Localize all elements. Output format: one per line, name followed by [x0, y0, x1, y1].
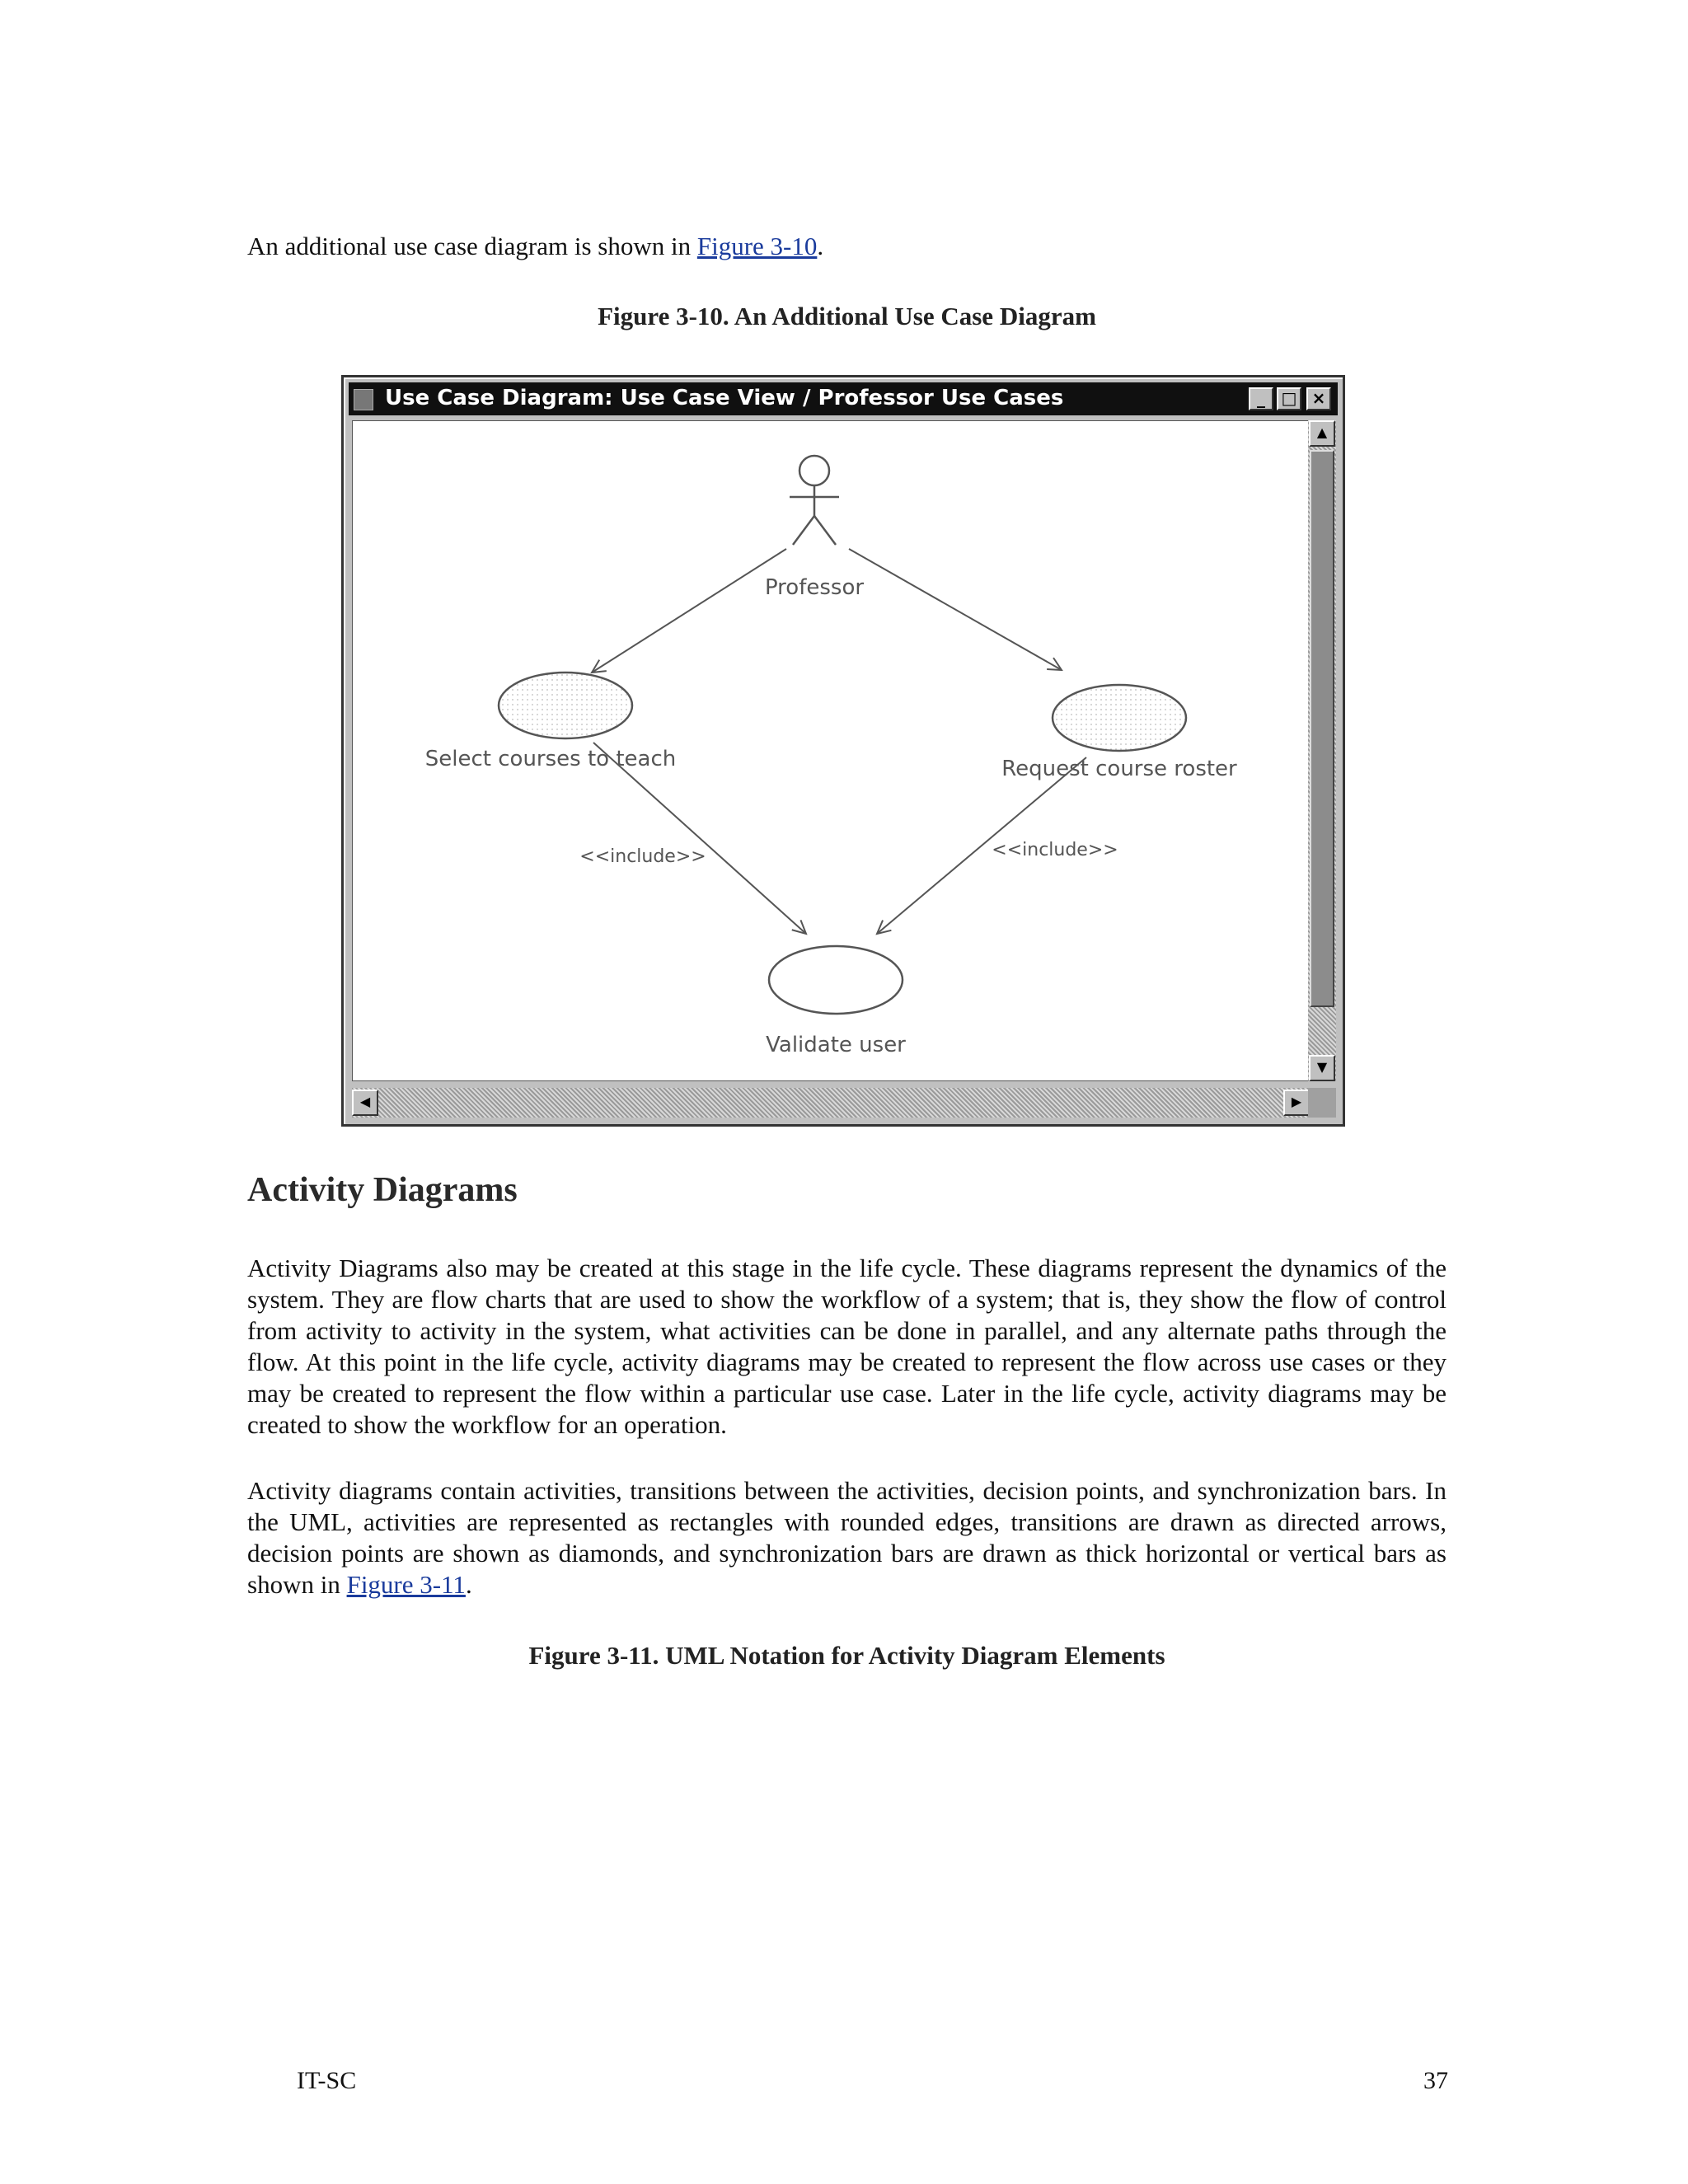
intro-text: An additional use case diagram is shown in — [247, 232, 697, 260]
include-right-label: <<include>> — [992, 840, 1118, 860]
use-case-request-label: Request course roster — [1001, 757, 1237, 781]
paragraph-2-text: Activity diagrams contain activities, transitions between the activities, decision points, and synchronization bars. In the UML, activities are represented as rectangles with rounded edges, transitions are drawn as directed arrows, decision points are shown as diamonds, and synchronization bars are drawn as thick horizontal or vertical bars as shown in — [247, 1476, 1447, 1599]
intro-paragraph — [247, 231, 1447, 262]
figure-3-10-link[interactable]: Figure 3-10 — [696, 232, 818, 260]
paragraph-2 — [247, 1475, 1447, 1601]
close-button[interactable]: × — [1306, 387, 1331, 410]
resize-grip-icon[interactable] — [1308, 1088, 1336, 1118]
association-select-arrow[interactable] — [592, 549, 786, 673]
minimize-button[interactable]: _ — [1249, 387, 1273, 410]
use-case-diagram — [353, 421, 1309, 1080]
actor-label: Professor — [764, 575, 865, 600]
include-left-label: <<include>> — [579, 846, 706, 867]
vertical-scroll-thumb[interactable] — [1310, 450, 1334, 1007]
intro-period: . — [817, 232, 824, 260]
use-case-diagram-window — [341, 375, 1345, 1127]
professor-actor-icon[interactable] — [790, 456, 839, 545]
use-case-select-label: Select courses to teach — [424, 747, 677, 771]
figure-3-11-caption: Figure 3-11. UML Notation for Activity Diagram Elements — [528, 1641, 1165, 1670]
window-titlebar[interactable] — [349, 382, 1338, 415]
figure-3-11-link[interactable]: Figure 3-11 — [346, 1570, 466, 1599]
vertical-scrollbar[interactable] — [1308, 420, 1336, 1081]
include-left-arrow[interactable] — [593, 743, 806, 934]
scroll-right-icon[interactable]: ▶ — [1283, 1090, 1310, 1116]
window-title: Use Case Diagram: Use Case View / Professor Use Cases — [385, 386, 1064, 410]
window-system-icon[interactable] — [354, 389, 373, 410]
use-case-validate-ellipse[interactable] — [769, 946, 903, 1014]
use-case-request-ellipse[interactable] — [1053, 685, 1186, 751]
figure-3-10-caption: Figure 3-10. An Additional Use Case Diagram — [598, 302, 1096, 330]
horizontal-scrollbar[interactable] — [352, 1088, 1310, 1118]
scroll-up-icon[interactable]: ▲ — [1309, 420, 1335, 447]
use-case-select-ellipse[interactable] — [499, 673, 632, 738]
association-request-arrow[interactable] — [849, 549, 1062, 670]
diagram-canvas[interactable] — [352, 420, 1310, 1081]
maximize-button[interactable]: □ — [1277, 387, 1301, 410]
page-number: 37 — [1423, 2067, 1448, 2094]
paragraph-1: Activity Diagrams also may be created at this stage in the life cycle. These diagrams represent the dynamics of the system. They are flow charts that are used to show the workflow of a system; that is, they show the flow of control from activity to activity in the system, what activities can be done in parallel, and any alternate paths through the flow. At this point in the life cycle, activity diagrams may be created to represent the flow across use cases or they may be created to represent the flow within a particular use case. Later in the life cycle, activity diagrams may be created to show the workflow for an operation. — [247, 1254, 1447, 1439]
section-heading: Activity Diagrams — [247, 1171, 518, 1209]
scroll-left-icon[interactable]: ◀ — [352, 1090, 378, 1116]
footer-left: IT-SC — [297, 2067, 357, 2094]
scroll-down-icon[interactable]: ▼ — [1309, 1055, 1335, 1081]
use-case-validate-label: Validate user — [766, 1033, 906, 1057]
paragraph-2-period: . — [465, 1570, 472, 1599]
